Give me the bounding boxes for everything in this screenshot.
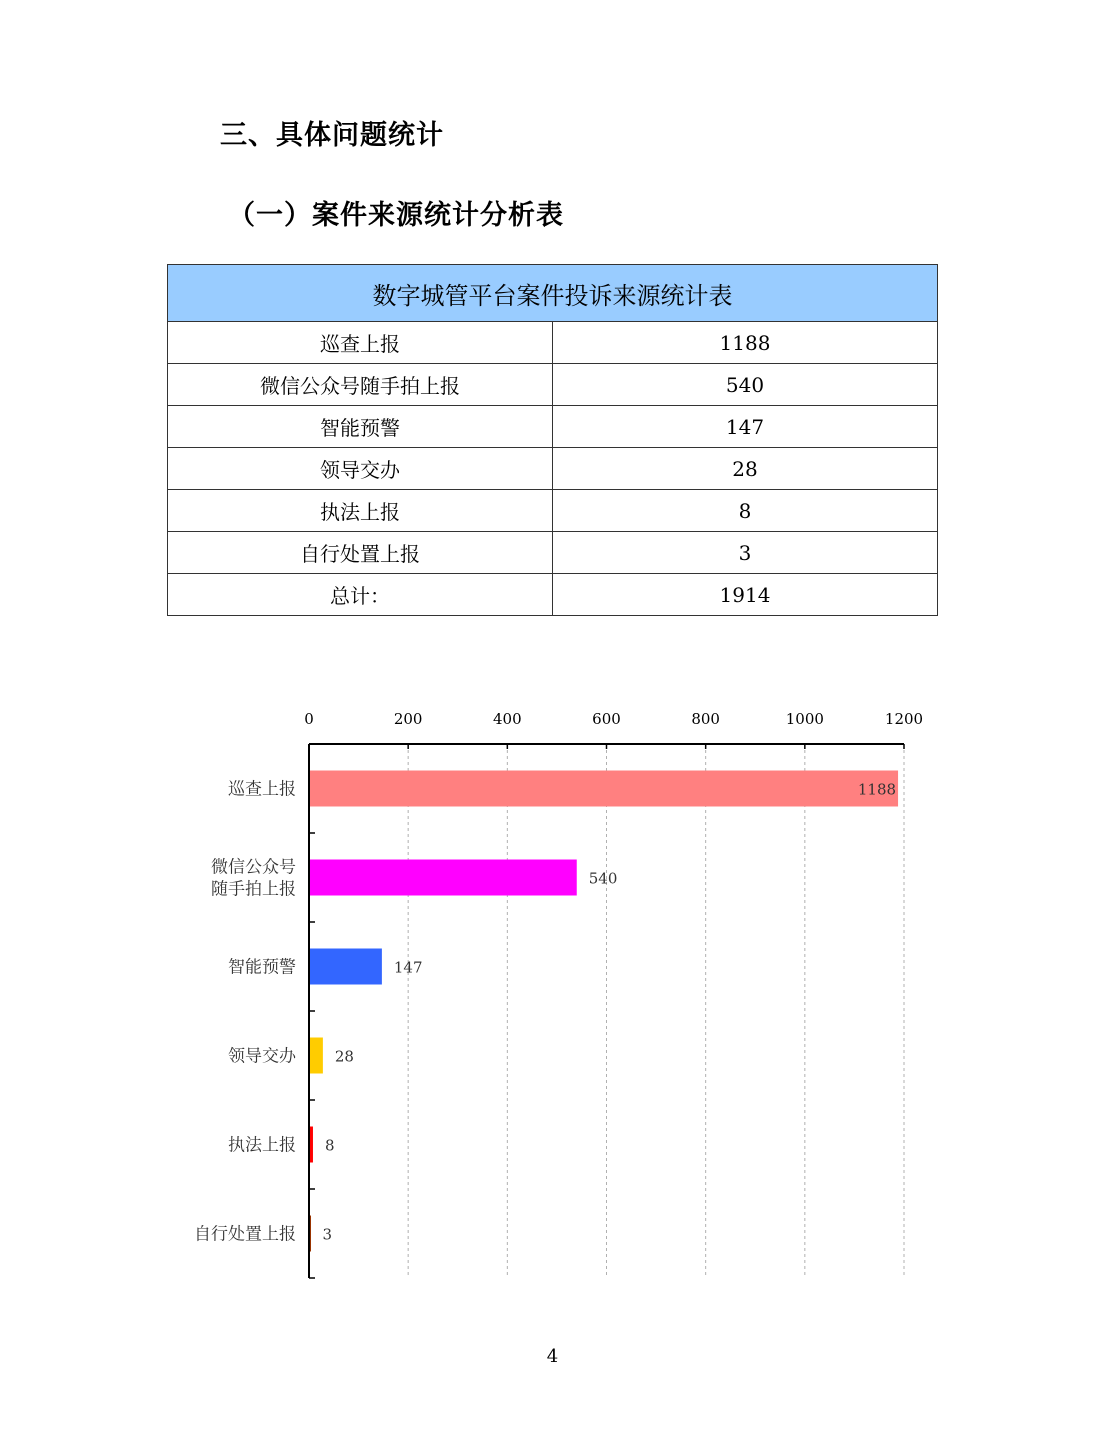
bar-data-label: 147 — [393, 958, 423, 977]
bar-data-label: 28 — [334, 1047, 354, 1066]
row-value: 3 — [553, 532, 938, 574]
row-value: 8 — [553, 490, 938, 532]
x-tick-label: 400 — [493, 710, 522, 728]
x-tick-label: 200 — [393, 710, 423, 728]
category-label: 随手拍上报 — [211, 879, 296, 900]
table-row — [168, 490, 938, 532]
row-value: 1188 — [553, 322, 938, 364]
row-value: 147 — [553, 406, 938, 448]
x-tick-label: 800 — [691, 710, 720, 728]
category-label: 巡查上报 — [228, 779, 296, 800]
table-row — [168, 322, 938, 364]
row-label: 智能预警 — [168, 406, 553, 448]
category-label: 微信公众号 — [211, 857, 296, 878]
x-tick-label: 1200 — [884, 710, 924, 728]
bar — [310, 949, 382, 985]
x-tick-label: 0 — [304, 710, 314, 728]
table-row — [168, 448, 938, 490]
bar-data-label: 540 — [588, 869, 618, 888]
sub-heading: （一）案件来源统计分析表 — [228, 200, 564, 231]
bar — [310, 1216, 311, 1252]
section-heading: 三、具体问题统计 — [220, 120, 444, 151]
category-label: 执法上报 — [228, 1135, 296, 1156]
category-label: 自行处置上报 — [194, 1224, 296, 1245]
source-stats-table — [167, 264, 938, 616]
row-label: 微信公众号随手拍上报 — [168, 364, 553, 406]
total-value: 1914 — [553, 574, 938, 616]
bar-chart-svg — [0, 690, 1105, 1290]
table-row — [168, 406, 938, 448]
row-label: 巡查上报 — [168, 322, 553, 364]
row-value: 28 — [553, 448, 938, 490]
total-label: 总计： — [168, 574, 553, 616]
bar — [310, 1038, 323, 1074]
bar-data-label: 3 — [322, 1225, 333, 1244]
table-caption: 数字城管平台案件投诉来源统计表 — [168, 265, 938, 322]
row-label: 执法上报 — [168, 490, 553, 532]
bar-data-label: 1188 — [857, 780, 897, 799]
x-tick-label: 1000 — [785, 710, 824, 728]
bar — [310, 860, 577, 896]
table-row — [168, 532, 938, 574]
bar-data-label: 8 — [324, 1136, 335, 1155]
category-label: 领导交办 — [228, 1046, 296, 1067]
x-tick-label: 600 — [592, 710, 621, 728]
page-number: 4 — [546, 1346, 559, 1367]
bar — [310, 771, 898, 807]
table-row — [168, 364, 938, 406]
row-label: 自行处置上报 — [168, 532, 553, 574]
category-label: 智能预警 — [228, 957, 296, 978]
row-value: 540 — [553, 364, 938, 406]
source-bar-chart — [0, 690, 1105, 1290]
row-label: 领导交办 — [168, 448, 553, 490]
table-row-total — [168, 574, 938, 616]
bar — [310, 1127, 313, 1163]
